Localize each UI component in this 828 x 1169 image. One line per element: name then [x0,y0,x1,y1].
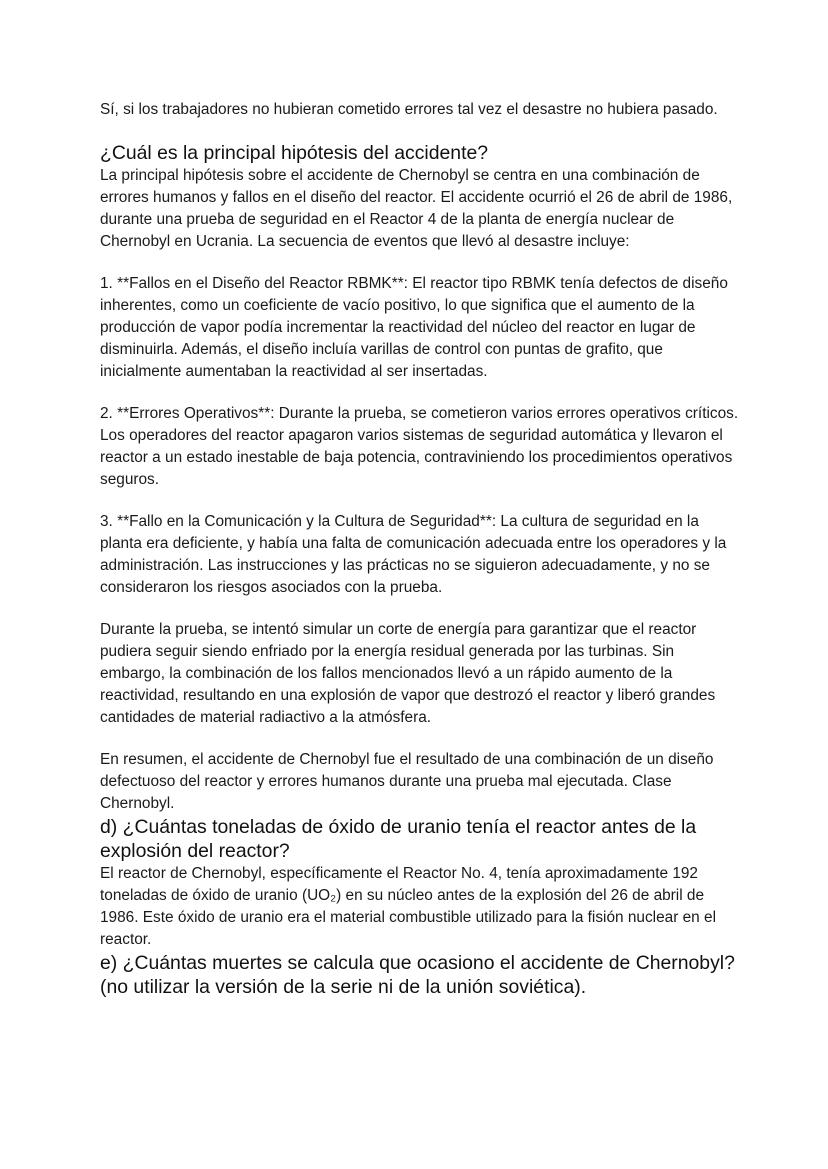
list-item-safety-culture: 3. **Fallo en la Comunicación y la Cultura de Seguridad**: La cultura de seguridad en la planta era deficiente, y había una falta de comunicación adecuada entre los operadores y la administración. Las instrucciones y las prácticas no se siguieron adecuadamente, y no se consideraron los riesgos asociados con la prueba. [100,513,727,596]
question-heading-uranium-oxide: d) ¿Cuántas toneladas de óxido de uranio tenía el reactor antes de la explosión del reactor? [100,816,697,862]
spacer [100,491,740,511]
spacer [100,253,740,273]
question-heading-hypothesis: ¿Cuál es la principal hipótesis del accidente? [100,142,489,164]
spacer [100,121,740,141]
list-item-design-flaws: 1. **Fallos en el Diseño del Reactor RBMK**: El reactor tipo RBMK tenía defectos de diseño inherentes, como un coeficiente de vacío positivo, lo que significa que el aumento de la producción de vapor podía incrementar la reactividad del núcleo del reactor en lugar de disminuirla. Además, el diseño incluía varillas de control con puntas de grafito, que inicialmente aumentaban la reactividad al ser insertadas. [100,275,728,380]
uranium-oxide-answer: El reactor de Chernobyl, específicamente el Reactor No. 4, tenía aproximadamente 192 toneladas de óxido de uranio (UO₂) en su núcleo antes de la explosión del 26 de abril de 1986. Este óxido de uranio era el material combustible utilizado para la fisión nuclear en el reactor. [100,865,716,948]
list-item-operational-errors: 2. **Errores Operativos**: Durante la prueba, se cometieron varios errores operativos críticos. Los operadores del reactor apagaron varios sistemas de seguridad automática y llevaron el reactor a un estado inestable de baja potencia, contraviniendo los procedimientos operativos seguros. [100,405,739,488]
document-page [100,99,740,999]
test-detail-paragraph: Durante la prueba, se intentó simular un corte de energía para garantizar que el reactor pudiera seguir siendo enfriado por la energía residual generada por las turbinas. Sin embargo, la combinación de los fallos mencionados llevó a un rápido aumento de la reactividad, resultando en una explosión de vapor que destrozó el reactor y liberó grandes cantidades de material radiactivo a la atmósfera. [100,621,716,726]
spacer [100,599,740,619]
hypothesis-intro-paragraph: La principal hipótesis sobre el accidente de Chernobyl se centra en una combinación de errores humanos y fallos en el diseño del reactor. El accidente ocurrió el 26 de abril de 1986, durante una prueba de seguridad en el Reactor 4 de la planta de energía nuclear de Chernobyl en Ucrania. La secuencia de eventos que llevó al desastre incluye: [100,167,733,250]
intro-paragraph: Sí, si los trabajadores no hubieran cometido errores tal vez el desastre no hubiera pasado. [100,101,718,118]
question-heading-deaths: e) ¿Cuántas muertes se calcula que ocasiono el accidente de Chernobyl? (no utilizar la versión de la serie ni de la unión soviética). [100,952,735,998]
spacer [100,383,740,403]
summary-paragraph: En resumen, el accidente de Chernobyl fue el resultado de una combinación de un diseño defectuoso del reactor y errores humanos durante una prueba mal ejecutada. Clase Chernobyl. [100,751,714,812]
spacer [100,729,740,749]
